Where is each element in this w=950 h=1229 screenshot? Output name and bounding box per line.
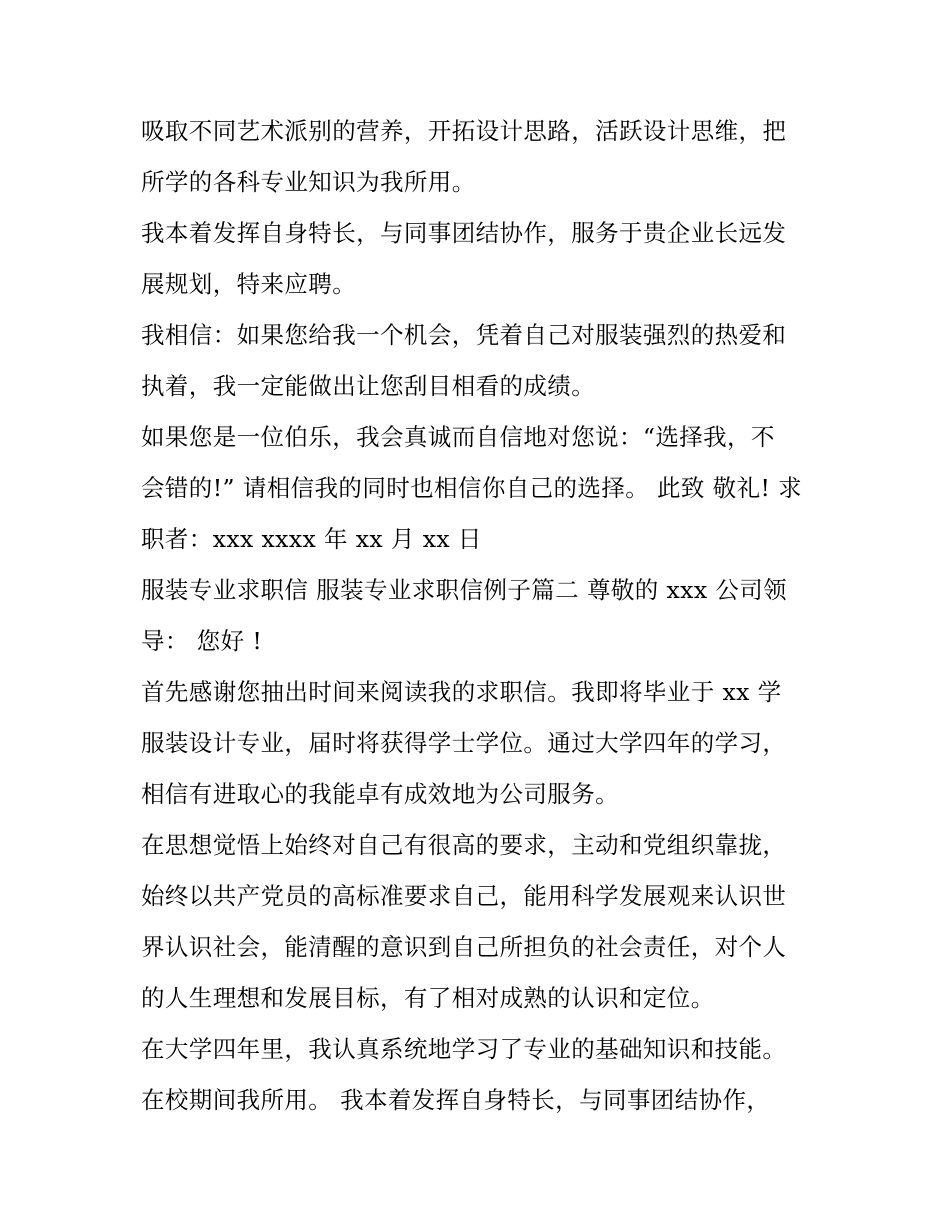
- text-line: 我相信：如果您给我一个机会，凭着自己对服装强烈的热爱和: [141, 321, 787, 349]
- text-line: 职者：xxx xxxx 年 xx 月 xx 日: [141, 525, 482, 553]
- text-line: 会错的!” 请相信我的同时也相信你自己的选择。 此致 敬礼! 求: [141, 474, 803, 502]
- text-line: 在校期间我所用。 我本着发挥自身特长，与同事团结协作，: [141, 1086, 771, 1114]
- text-line: 执着，我一定能做出让您刮目相看的成绩。: [141, 372, 596, 400]
- text-line: 所学的各科专业知识为我所用。: [141, 168, 476, 196]
- text-line: 首先感谢您抽出时间来阅读我的求职信。我即将毕业于 xx 学: [141, 678, 782, 706]
- text-line: 始终以共产党员的高标准要求自己，能用科学发展观来认识世: [141, 882, 787, 910]
- text-line: 展规划，特来应聘。: [141, 270, 357, 298]
- text-line: 在大学四年里，我认真系统地学习了专业的基础知识和技能。: [141, 1035, 787, 1063]
- text-line: 我本着发挥自身特长，与同事团结协作，服务于贵企业长远发: [141, 219, 787, 247]
- text-line: 吸取不同艺术派别的营养，开拓设计思路，活跃设计思维，把: [141, 117, 787, 145]
- text-line: 的人生理想和发展目标，有了相对成熟的认识和定位。: [141, 984, 715, 1012]
- text-line: 在思想觉悟上始终对自己有很高的要求，主动和党组织靠拢，: [141, 831, 787, 859]
- text-line: 导： 您好 !: [141, 627, 263, 655]
- text-line: 如果您是一位伯乐，我会真诚而自信地对您说：“选择我，不: [141, 423, 775, 451]
- text-line: 服装设计专业，届时将获得学士学位。通过大学四年的学习，: [141, 729, 787, 757]
- text-line: 界认识社会，能清醒的意识到自己所担负的社会责任，对个人: [141, 933, 787, 961]
- text-line: 相信有进取心的我能卓有成效地为公司服务。: [141, 780, 619, 808]
- text-line: 服装专业求职信 服装专业求职信例子篇二 尊敬的 xxx 公司领: [141, 576, 788, 604]
- body-text: [141, 106, 821, 1126]
